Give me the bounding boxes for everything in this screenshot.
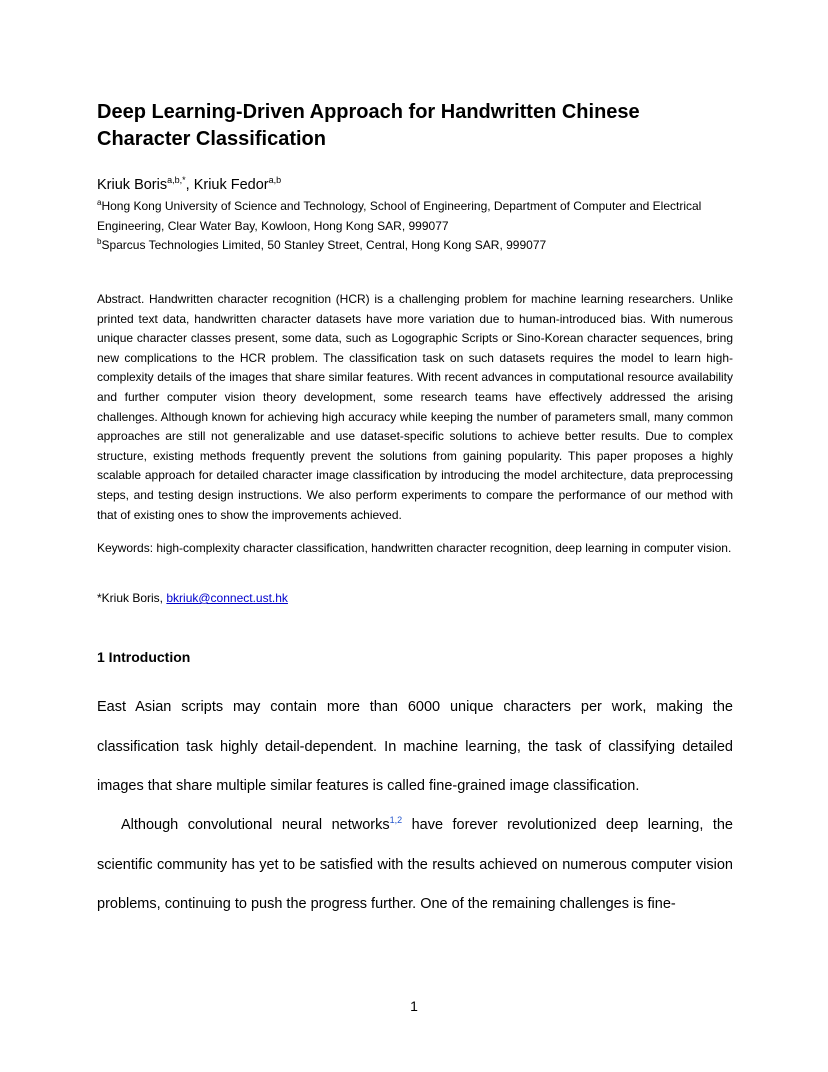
author-affiliation-marker: a,b,* [167, 175, 186, 185]
affiliation-marker: a [97, 198, 102, 207]
page-number: 1 [410, 998, 418, 1014]
affiliation-b [97, 232, 737, 256]
keywords: Keywords: high-complexity character classification, handwritten character recognition, deep learning in computer vision. [97, 541, 732, 555]
intro-paragraph-1: East Asian scripts may contain more than 6000 unique characters per work, making the classification task highly detail-dependent. In machine learning, the task of classifying detailed images that share multiple similar features is called fine-grained image classification. [97, 699, 733, 795]
corresponding-author [97, 589, 288, 608]
paragraph-text: have forever revolutionized deep learning, the scientific community has yet to be satisfied with the results achieved on numerous computer vision problems, continuing to push the progress further. One of the remaining challenges is fine- [97, 817, 733, 913]
author-list [97, 170, 281, 195]
affiliation-marker: b [97, 237, 102, 246]
affiliation-a [97, 193, 737, 236]
paragraph-text: Although convolutional neural networks [121, 817, 390, 833]
affiliation-text: Hong Kong University of Science and Technology, School of Engineering, Department of Computer and Electrical Engineering, Clear Water Bay, Kowloon, Hong Kong SAR, 999077 [97, 199, 702, 233]
corresponding-author-label: *Kriuk Boris, [97, 591, 167, 605]
author-name: Kriuk Fedor [193, 176, 269, 193]
paper-title [97, 99, 737, 153]
email-link[interactable]: bkriuk@connect.ust.hk [166, 591, 288, 605]
title-line-2: Character Classification [97, 128, 326, 150]
author-name: Kriuk Boris [97, 176, 168, 193]
author-separator: , [185, 176, 194, 193]
section-heading: 1 Introduction [97, 649, 191, 665]
affiliation-text: Sparcus Technologies Limited, 50 Stanley Street, Central, Hong Kong SAR, 999077 [101, 238, 547, 252]
intro-paragraph-2 [97, 806, 733, 925]
citation-link[interactable]: 1,2 [389, 815, 403, 826]
abstract: Abstract. Handwritten character recognition (HCR) is a challenging problem for machine learning researchers. Unlike printed text data, handwritten character datasets have more variation due to human-introduced bias. With numerous unique character classes present, some data, such as Logographic Scripts or Sino-Korean character sequences, bring new complications to the HCR problem. The classification task on such datasets requires the model to learn high-complexity details of the images that share similar features. With recent advances in computational resource availability and further computer vision theory development, some research teams have effectively addressed the arising challenges. Although known for achieving high accuracy while keeping the number of parameters small, many common approaches are still not generalizable and use dataset-specific solutions to achieve better results. Due to complex structure, existing methods frequently prevent the solutions from gaining popularity. This paper proposes a highly scalable approach for detailed character image classification by introducing the model architecture, data preprocessing steps, and testing design instructions. We also perform experiments to compare the performance of our method with that of existing ones to show the improvements achieved. [97, 292, 733, 522]
title-line-1: Deep Learning-Driven Approach for Handwritten Chinese [97, 101, 640, 123]
author-affiliation-marker: a,b [268, 175, 282, 185]
